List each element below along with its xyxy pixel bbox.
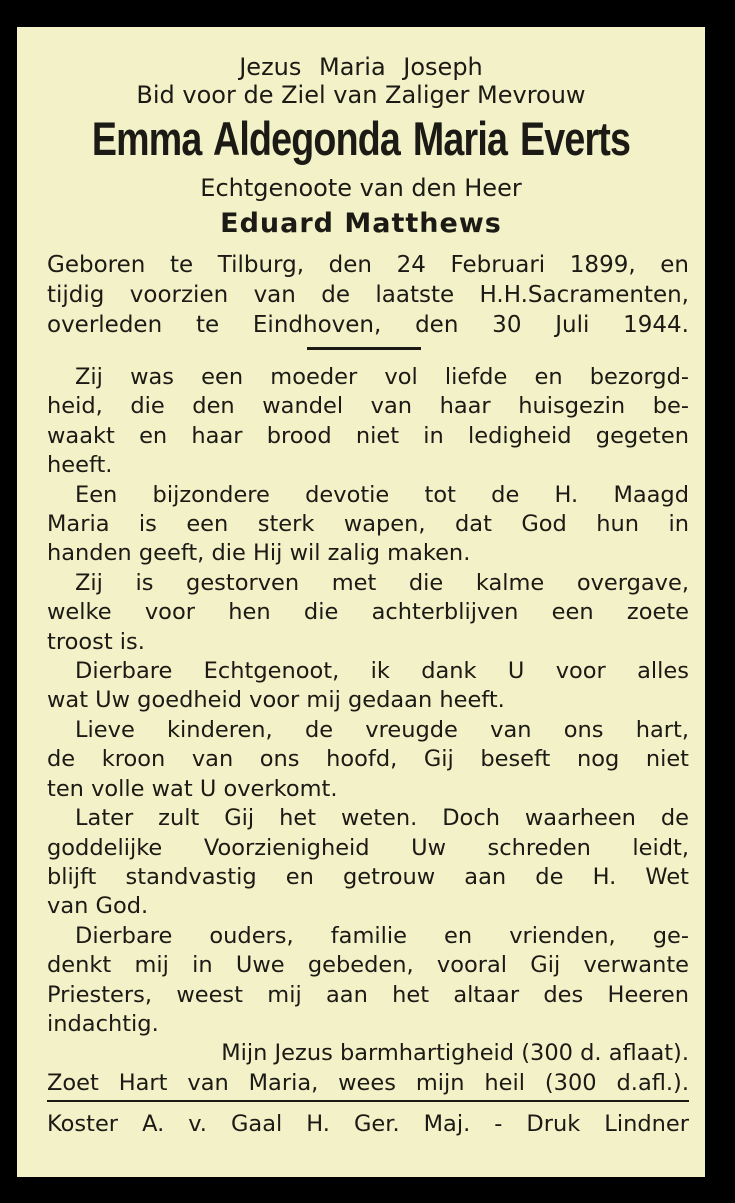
birth-line: Geboren te Tilburg, den 24 Februari 1899, en	[47, 252, 689, 278]
text-line: troost is.	[47, 628, 145, 655]
printer-credit: Koster A. v. Gaal H. Ger. Maj. - Druk Lindner	[47, 1111, 689, 1137]
text-line: Lieve kinderen, de vreugde van ons hart,	[75, 716, 689, 743]
footer-divider	[47, 1100, 689, 1102]
text-line: heeft.	[47, 452, 113, 479]
memorial-text	[47, 363, 689, 1098]
short-divider	[307, 347, 421, 350]
text-line: Mijn Jezus barmhartigheid (300 d. aflaat).	[221, 1040, 689, 1067]
text-line: waakt en haar brood niet in ledigheid gegeten	[47, 422, 689, 449]
birth-line: overleden te Eindhoven, den 30 Juli 1944.	[47, 312, 689, 338]
birth-line: tijdig voorzien van de laatste H.H.Sacramenten,	[47, 282, 689, 308]
text-line: Zij was een moeder vol liefde en bezorgd-	[75, 364, 689, 390]
spouse-name: Eduard Matthews	[220, 208, 502, 239]
text-line: blijft standvastig en getrouw aan de H. Wet	[47, 863, 689, 890]
birth-death-block	[47, 250, 689, 340]
text-line: Priesters, weest mij aan het altaar des Heeren	[47, 981, 689, 1008]
text-line: de kroon van ons hoofd, Gij beseft nog niet	[47, 746, 689, 773]
text-line: welke voor hen die achterblijven een zoete	[47, 599, 689, 626]
text-line: heid, die den wandel van haar huisgezin be-	[47, 393, 689, 420]
text-line: Later zult Gij het weten. Doch waarheen de	[75, 805, 689, 832]
memorial-card	[17, 27, 705, 1177]
text-line: Dierbare Echtgenoot, ik dank U voor alles	[75, 658, 689, 685]
text-line: Een bijzondere devotie tot de H. Maagd	[75, 481, 689, 508]
prayer-line: Bid voor de Ziel van Zaliger Mevrouw	[136, 81, 586, 109]
text-line: handen geeft, die Hij wil zalig maken.	[47, 540, 471, 567]
text-line: Zoet Hart van Maria, wees mijn heil (300 d.afl.).	[47, 1069, 689, 1096]
text-line: indachtig.	[47, 1010, 159, 1037]
text-line: ten volle wat U overkomt.	[47, 775, 338, 802]
text-line: Maria is een sterk wapen, dat God hun in	[47, 511, 689, 538]
deceased-name: Emma Aldegonda Maria Everts	[91, 112, 631, 165]
text-line: goddelijke Voorzienigheid Uw schreden leidt,	[47, 834, 689, 861]
text-line: wat Uw goedheid voor mij gedaan heeft.	[47, 687, 505, 714]
invocation: Jezus Maria Joseph	[239, 53, 483, 81]
text-line: Dierbare ouders, familie en vrienden, ge-	[75, 922, 689, 949]
spouse-intro: Echtgenoote van den Heer	[200, 174, 522, 202]
text-line: van God.	[47, 893, 149, 920]
text-line: denkt mij in Uwe gebeden, vooral Gij verwante	[47, 952, 689, 979]
text-line: Zij is gestorven met die kalme overgave,	[75, 569, 689, 596]
